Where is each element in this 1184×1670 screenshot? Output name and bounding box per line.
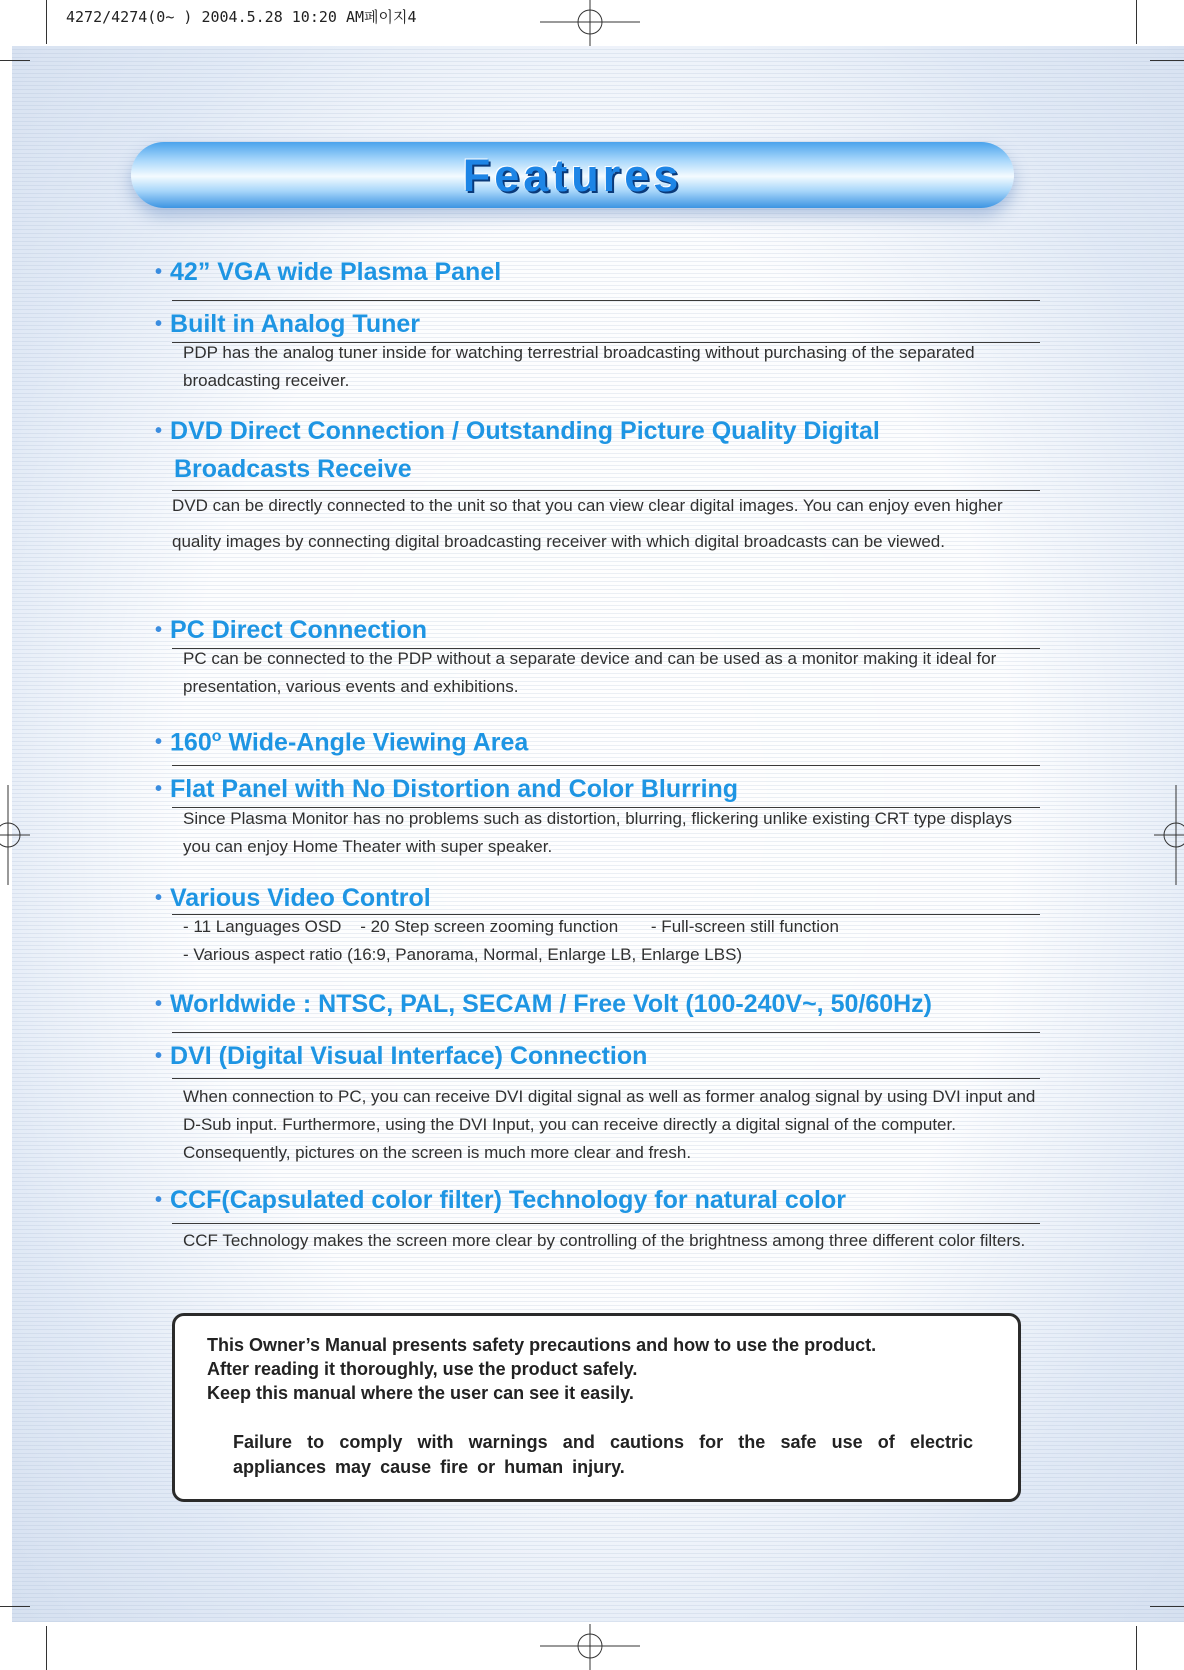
bullet-icon: • <box>155 1189 163 1211</box>
crop-mark <box>0 1606 30 1607</box>
crop-mark <box>1150 60 1184 61</box>
feature-list-item: - Full-screen still function <box>650 917 839 936</box>
registration-mark-top <box>540 0 640 46</box>
feature-description: PC can be connected to the PDP without a separate device and can be used as a monitor making it ideal for presentation, various events and exhibitions. <box>183 649 997 696</box>
feature-description: When connection to PC, you can receive DVI digital signal as well as former analog signal by using DVI input and D-Sub input. Furthermore, using the DVI Input, you can receive directly a digital signal of the computer. Consequently, pictures on the screen is much more clear and fresh. <box>183 1087 1036 1162</box>
divider <box>172 1223 1040 1224</box>
notice-line: This Owner’s Manual presents safety precautions and how to use the product. <box>207 1335 877 1355</box>
feature-heading: • Worldwide : NTSC, PAL, SECAM / Free Volt (100-240V~, 50/60Hz) <box>155 990 933 1018</box>
notice-box <box>172 1313 1021 1502</box>
divider <box>172 1078 1040 1079</box>
feature-heading: • 160$^o$ Wide-Angle Viewing Area <box>155 728 529 757</box>
divider <box>172 1032 1040 1033</box>
bullet-icon: • <box>155 1045 163 1067</box>
bullet-icon: • <box>155 420 163 442</box>
feature-heading: • Various Video Control <box>155 884 431 912</box>
feature-description: PDP has the analog tuner inside for watching terrestrial broadcasting without purchasing of the separated broadcasting receiver. <box>183 343 975 390</box>
bullet-icon: • <box>155 619 163 641</box>
crop-mark <box>46 1626 47 1670</box>
feature-description: CCF Technology makes the screen more clear by controlling of the brightness among three different color filters. <box>183 1231 1026 1250</box>
registration-mark-right <box>1154 785 1184 885</box>
title-banner <box>131 142 1014 208</box>
notice-line: Keep this manual where the user can see it easily. <box>207 1383 634 1403</box>
bullet-icon: • <box>155 993 163 1015</box>
crop-mark <box>46 0 47 44</box>
bullet-icon: • <box>155 887 163 909</box>
bullet-icon: • <box>155 731 163 754</box>
bullet-icon: • <box>155 261 163 283</box>
feature-heading: • DVI (Digital Visual Interface) Connection <box>155 1042 648 1070</box>
bullet-icon: • <box>155 313 163 335</box>
feature-heading: • 42” VGA wide Plasma Panel <box>155 258 502 286</box>
page-title: Features <box>462 150 683 201</box>
crop-mark <box>1136 1626 1137 1670</box>
feature-heading: • Flat Panel with No Distortion and Color Blurring <box>155 775 739 803</box>
print-header: 4272/4274(0~ ) 2004.5.28 10:20 AM페이지4 <box>66 8 417 26</box>
divider <box>172 765 1040 766</box>
warning-text: Failure to comply with warnings and cautions for the safe use of electric appliances may cause fire or human injury. <box>233 1432 973 1477</box>
feature-list-item: - Various aspect ratio (16:9, Panorama, Normal, Enlarge LB, Enlarge LBS) <box>183 945 743 964</box>
notice-line: After reading it thoroughly, use the product safely. <box>207 1359 638 1379</box>
feature-heading: • DVD Direct Connection / Outstanding Picture Quality Digital Broadcasts Receive <box>155 417 880 483</box>
crop-mark <box>1150 1606 1184 1607</box>
feature-list-item: - 20 Step screen zooming function <box>360 917 619 936</box>
crop-mark <box>1136 0 1137 44</box>
feature-list <box>183 913 1043 969</box>
bullet-icon: • <box>155 778 163 800</box>
feature-heading: • Built in Analog Tuner <box>155 310 420 338</box>
feature-heading: • CCF(Capsulated color filter) Technology for natural color <box>155 1186 846 1214</box>
crop-mark <box>0 60 30 61</box>
feature-description: DVD can be directly connected to the unit so that you can view clear digital images. You can enjoy even higher quality images by connecting digital broadcasting receiver with which digital broadcasts can be viewed. <box>172 496 1003 551</box>
registration-mark-bottom <box>540 1624 640 1670</box>
divider <box>172 300 1040 301</box>
feature-heading: • PC Direct Connection <box>155 616 427 644</box>
feature-description: Since Plasma Monitor has no problems such as distortion, blurring, flickering unlike existing CRT type displays you can enjoy Home Theater with super speaker. <box>183 809 1012 856</box>
registration-mark-left <box>0 785 30 885</box>
feature-list-item: - 11 Languages OSD <box>183 917 342 936</box>
